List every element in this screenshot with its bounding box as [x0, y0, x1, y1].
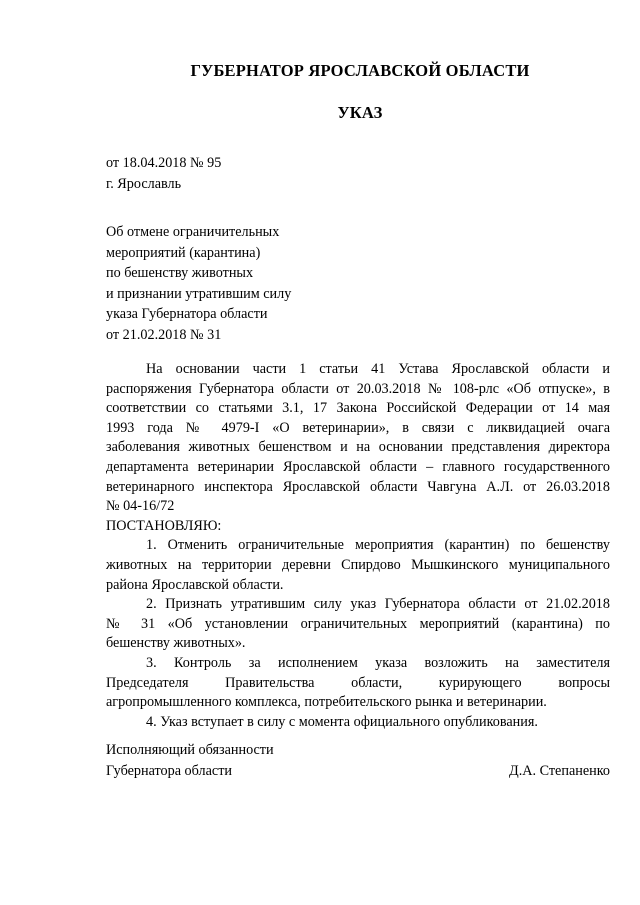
clause-3 — [106, 654, 610, 713]
clause-line: 1. Отменить ограничительные мероприятия (карантин) по бешенству — [146, 537, 610, 554]
subject-line: указа Губернатора области — [106, 306, 268, 322]
document-meta — [106, 153, 221, 194]
clause-line: животных на территории деревни Спирдово Мышкинского муниципального — [106, 556, 610, 573]
clause-1 — [106, 536, 610, 595]
clause-2 — [106, 595, 610, 654]
signatory-position-line1: Исполняющий обязанности — [106, 742, 274, 758]
document-type-title: УКАЗ — [337, 103, 383, 122]
subject-line: и признании утратившим силу — [106, 285, 292, 302]
preamble-line: ветеринарного инспектора Ярославской области Чавгуна А.Л. от 26.03.2018 — [106, 478, 610, 495]
date-number: от 18.04.2018 № 95 — [106, 155, 222, 171]
clause-line: района Ярославской области. — [106, 576, 284, 593]
clause-line: Председателя Правительства области, курирующего вопросы — [106, 674, 610, 691]
subject-line: Об отмене ограничительных — [106, 224, 280, 240]
signatory-position-line2: Губернатора области — [106, 762, 232, 779]
clause-4 — [106, 713, 610, 733]
preamble-line: № 04-16/72 — [106, 498, 175, 515]
preamble-line: департамента ветеринарии Ярославской области – главного государственного — [106, 458, 610, 475]
signatory-name: Д.А. Степаненко — [509, 762, 610, 779]
document-body — [106, 360, 610, 732]
preamble-line: соответствии со статьями 3.1, 17 Закона Российской Федерации от 14 мая — [106, 400, 610, 417]
signature-row — [106, 761, 610, 782]
organization-title: ГУБЕРНАТОР ЯРОСЛАВСКОЙ ОБЛАСТИ — [190, 61, 530, 80]
signature-block — [106, 740, 610, 781]
preamble-line: 1993 года № 4979-I «О ветеринарии», в связи с ликвидацией очага — [106, 419, 610, 436]
subject-line: по бешенству животных — [106, 265, 254, 281]
preamble-line: заболевания животных бешенством и на основании представления директора — [106, 439, 610, 456]
clause-line: № 31 «Об установлении ограничительных мероприятий (карантина) по — [106, 615, 610, 632]
clause-line: 3. Контроль за исполнением указа возложить на заместителя — [146, 654, 610, 671]
resolve-heading — [106, 517, 610, 537]
city: г. Ярославль — [106, 175, 182, 192]
preamble-paragraph — [106, 360, 610, 517]
preamble-line: распоряжения Губернатора области от 20.03.2018 № 108-рлс «Об отпуске», в — [106, 380, 610, 397]
clause-line: 4. Указ вступает в силу с момента официального опубликования. — [146, 713, 538, 730]
subject-line: мероприятий (карантина) — [106, 244, 261, 261]
clause-line: бешенству животных». — [106, 635, 246, 652]
document-subject — [106, 222, 291, 345]
subject-line: от 21.02.2018 № 31 — [106, 326, 222, 343]
preamble-line: На основании части 1 статьи 41 Устава Ярославской области и — [146, 361, 610, 377]
resolve-text: ПОСТАНОВЛЯЮ: — [106, 517, 222, 534]
clause-line: 2. Признать утратившим силу указ Губернатора области от 21.02.2018 — [146, 596, 610, 613]
clause-line: агропромышленного комплекса, потребительского рынка и ветеринарии. — [106, 694, 547, 711]
